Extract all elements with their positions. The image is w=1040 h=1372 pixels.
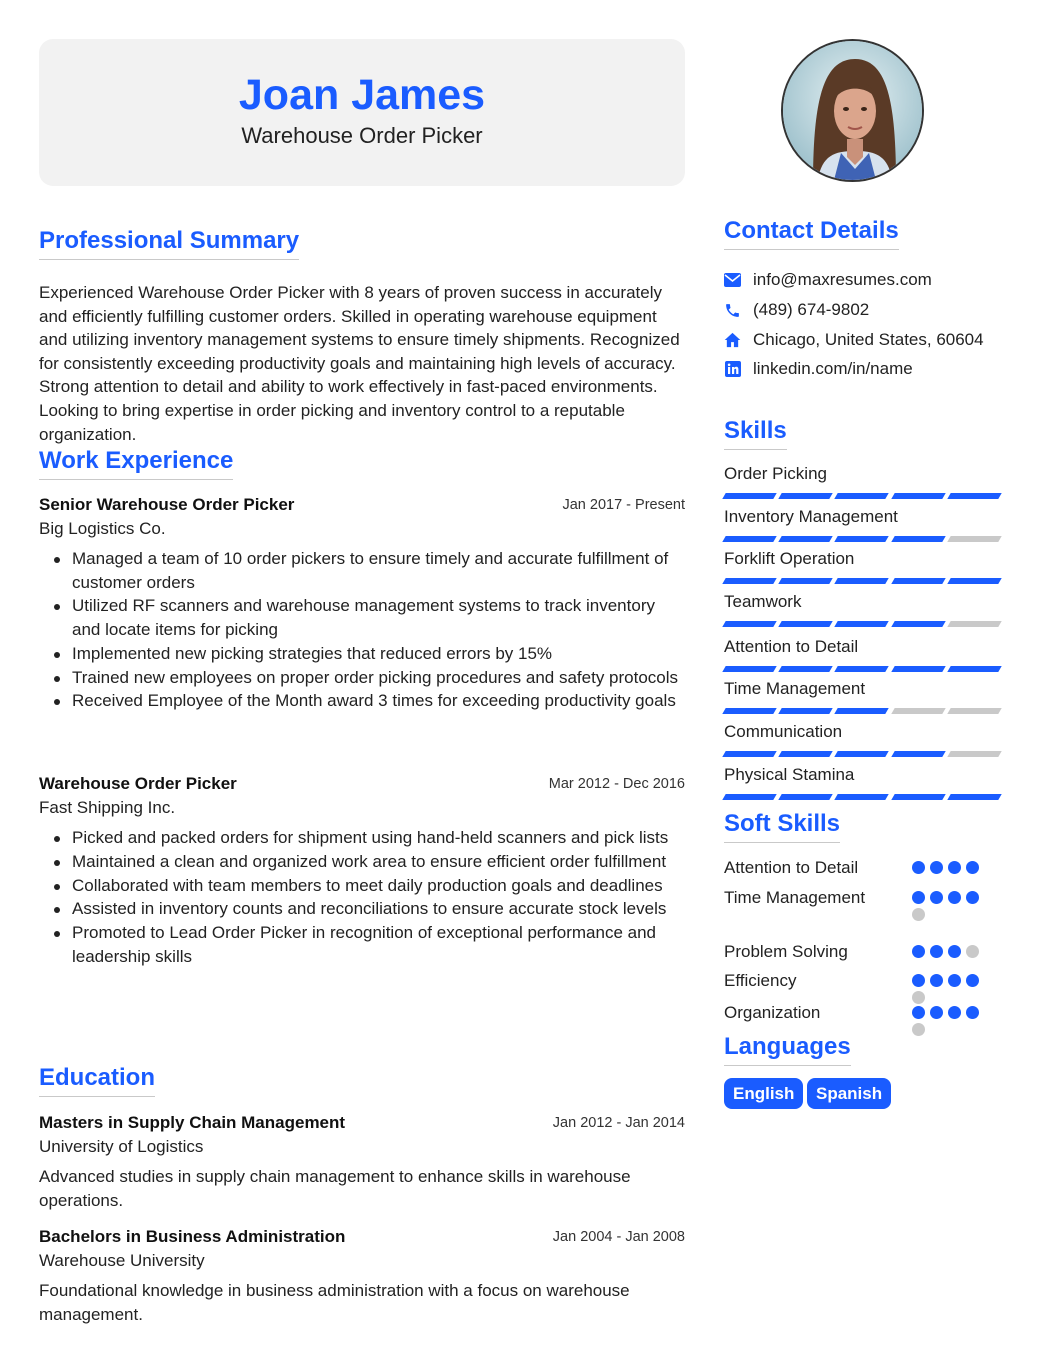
skill-item <box>724 764 1000 800</box>
rating-dot <box>912 891 925 904</box>
skill-name: Teamwork <box>724 592 802 611</box>
job-bullet: Implemented new picking strategies that reduced errors by 15% <box>39 642 685 666</box>
rating-dot <box>966 891 979 904</box>
skill-level-segment <box>947 493 1002 499</box>
soft-skill-rating <box>912 974 990 1004</box>
skill-level-segment <box>722 621 777 627</box>
rating-dot <box>966 974 979 987</box>
skill-level-segment <box>891 621 946 627</box>
job-entry <box>39 493 685 713</box>
skill-level-segment <box>891 708 946 714</box>
rating-dot <box>966 945 979 958</box>
degree-description: Foundational knowledge in business administration with a focus on warehouse management. <box>39 1281 630 1324</box>
skill-level-segment <box>835 578 890 584</box>
skill-level-segment <box>722 708 777 714</box>
skill-level-segment <box>947 666 1002 672</box>
linkedin-icon <box>724 361 741 378</box>
skill-level-segment <box>947 708 1002 714</box>
skill-level-segment <box>722 578 777 584</box>
skill-level-segment <box>835 751 890 757</box>
rating-dot <box>948 945 961 958</box>
school-name: Warehouse University <box>39 1251 205 1270</box>
skill-level-bar <box>724 493 1000 499</box>
rating-dot <box>948 891 961 904</box>
resume-header <box>39 39 685 186</box>
rating-dot <box>930 1006 943 1019</box>
summary-text: Experienced Warehouse Order Picker with 8 years of proven success in accurately and efficiently fulfilling customer orders. Skilled in operating warehouse equipment and utilizing inventory management systems to ensure timely shipments. Recognized for consistently exceeding productivity goals and maintaining high levels of accuracy. Strong attention to detail and ability to work effectively in fast-paced environments. Looking to bring expertise in order picking and inventory control to a reputable organization. <box>39 283 680 444</box>
phone-icon <box>724 302 741 319</box>
soft-skill-name: Time Management <box>724 888 866 907</box>
skill-name: Order Picking <box>724 464 827 483</box>
job-bullet: Maintained a clean and organized work area to ensure efficient order fulfillment <box>39 850 685 874</box>
contact-phone[interactable] <box>724 298 869 322</box>
skill-level-segment <box>891 536 946 542</box>
skill-item <box>724 591 1000 627</box>
rating-dot <box>912 861 925 874</box>
job-title: Senior Warehouse Order Picker <box>39 495 295 514</box>
skill-level-bar <box>724 536 1000 542</box>
job-date: Jan 2017 - Present <box>562 497 685 513</box>
skill-level-segment <box>722 751 777 757</box>
job-bullet: Received Employee of the Month award 3 times for exceeding productivity goals <box>39 689 685 713</box>
soft-skill-rating <box>912 1006 990 1036</box>
job-bullet: Promoted to Lead Order Picker in recognition of exceptional performance and leadership skills <box>39 921 685 968</box>
degree-description: Advanced studies in supply chain management to enhance skills in warehouse operations. <box>39 1167 631 1210</box>
skill-name: Communication <box>724 722 843 741</box>
degree-title: Masters in Supply Chain Management <box>39 1113 346 1132</box>
job-bullet: Trained new employees on proper order picking procedures and safety protocols <box>39 666 685 690</box>
skill-level-segment <box>722 536 777 542</box>
rating-dot <box>912 991 925 1004</box>
skill-level-bar <box>724 666 1000 672</box>
skill-name: Attention to Detail <box>724 637 859 656</box>
skill-name: Forklift Operation <box>724 549 855 568</box>
rating-dot <box>912 908 925 921</box>
skill-level-segment <box>778 578 833 584</box>
skill-level-segment <box>891 794 946 800</box>
skill-level-segment <box>835 708 890 714</box>
skill-level-segment <box>835 794 890 800</box>
skill-name: Time Management <box>724 679 866 698</box>
skill-level-bar <box>724 621 1000 627</box>
skill-level-segment <box>778 751 833 757</box>
job-entry <box>39 772 685 969</box>
skill-level-segment <box>778 666 833 672</box>
job-title: Warehouse Order Picker <box>39 774 237 793</box>
skill-item <box>724 721 1000 757</box>
skill-level-segment <box>891 666 946 672</box>
skill-level-bar <box>724 708 1000 714</box>
soft-skill-rating <box>912 891 990 921</box>
portrait-illustration <box>783 41 924 182</box>
skill-item <box>724 506 1000 542</box>
skill-level-segment <box>947 578 1002 584</box>
skill-name: Inventory Management <box>724 507 898 526</box>
job-bullets <box>39 826 685 968</box>
soft-skill-name: Problem Solving <box>724 942 848 961</box>
education-entry <box>39 1111 685 1212</box>
job-bullets <box>39 547 685 713</box>
skill-item <box>724 636 1000 672</box>
home-icon <box>724 332 741 349</box>
soft-skill-name: Organization <box>724 1003 821 1022</box>
rating-dot <box>930 974 943 987</box>
contact-email[interactable] <box>724 268 932 292</box>
section-title-soft-skills: Soft Skills <box>724 810 840 843</box>
language-badge: English <box>724 1078 803 1109</box>
skill-level-segment <box>947 794 1002 800</box>
soft-skill-name: Attention to Detail <box>724 858 859 877</box>
skill-level-segment <box>778 536 833 542</box>
skill-item <box>724 548 1000 584</box>
skill-level-segment <box>947 621 1002 627</box>
job-company: Fast Shipping Inc. <box>39 798 176 817</box>
contact-linkedin-text: linkedin.com/in/name <box>753 359 913 378</box>
candidate-name: Joan James <box>238 71 486 119</box>
rating-dot <box>948 861 961 874</box>
skill-level-bar <box>724 794 1000 800</box>
skill-level-segment <box>722 666 777 672</box>
skill-level-segment <box>778 708 833 714</box>
rating-dot <box>966 1006 979 1019</box>
section-title-contact: Contact Details <box>724 217 899 250</box>
skill-level-segment <box>891 493 946 499</box>
soft-skill-name: Efficiency <box>724 971 797 990</box>
soft-skill-rating <box>912 861 990 874</box>
education-entry <box>39 1225 685 1326</box>
section-title-experience: Work Experience <box>39 447 233 480</box>
skill-level-segment <box>778 621 833 627</box>
job-bullet: Utilized RF scanners and warehouse management systems to track inventory and locate items for picking <box>39 594 685 641</box>
skill-item <box>724 463 1000 499</box>
envelope-icon <box>724 272 741 289</box>
job-bullet: Managed a team of 10 order pickers to ensure timely and accurate fulfillment of customer orders <box>39 547 685 594</box>
school-name: University of Logistics <box>39 1137 204 1156</box>
skill-level-segment <box>947 536 1002 542</box>
section-title-skills: Skills <box>724 417 787 450</box>
degree-title: Bachelors in Business Administration <box>39 1227 346 1246</box>
skill-level-segment <box>947 751 1002 757</box>
job-bullet: Collaborated with team members to meet daily production goals and deadlines <box>39 874 685 898</box>
section-title-summary: Professional Summary <box>39 227 299 260</box>
rating-dot <box>912 1006 925 1019</box>
skill-level-segment <box>722 493 777 499</box>
rating-dot <box>912 974 925 987</box>
skill-level-segment <box>778 794 833 800</box>
soft-skill-rating <box>912 945 990 958</box>
profile-photo <box>781 39 924 182</box>
rating-dot <box>948 974 961 987</box>
rating-dot <box>912 1023 925 1036</box>
rating-dot <box>930 891 943 904</box>
rating-dot <box>930 945 943 958</box>
skill-level-segment <box>891 578 946 584</box>
section-title-languages: Languages <box>724 1033 851 1066</box>
contact-phone-text: (489) 674-9802 <box>753 300 870 319</box>
degree-date: Jan 2012 - Jan 2014 <box>552 1115 685 1131</box>
skill-level-bar <box>724 578 1000 584</box>
skill-level-segment <box>722 794 777 800</box>
contact-email-text: info@maxresumes.com <box>753 270 932 289</box>
job-bullet: Picked and packed orders for shipment using hand-held scanners and pick lists <box>39 826 685 850</box>
degree-date: Jan 2004 - Jan 2008 <box>552 1229 685 1245</box>
job-bullet: Assisted in inventory counts and reconciliations to ensure accurate stock levels <box>39 897 685 921</box>
contact-location <box>724 328 984 352</box>
skill-item <box>724 678 1000 714</box>
skill-level-bar <box>724 751 1000 757</box>
contact-location-text: Chicago, United States, 60604 <box>753 330 984 349</box>
skill-name: Physical Stamina <box>724 765 855 784</box>
skill-level-segment <box>835 493 890 499</box>
rating-dot <box>912 945 925 958</box>
skill-level-segment <box>835 621 890 627</box>
contact-linkedin[interactable] <box>724 357 913 381</box>
language-badge: Spanish <box>807 1078 891 1109</box>
job-company: Big Logistics Co. <box>39 519 166 538</box>
skill-level-segment <box>835 666 890 672</box>
job-date: Mar 2012 - Dec 2016 <box>548 776 685 792</box>
section-title-education: Education <box>39 1064 155 1097</box>
skill-level-segment <box>778 493 833 499</box>
rating-dot <box>948 1006 961 1019</box>
rating-dot <box>930 861 943 874</box>
skill-level-segment <box>891 751 946 757</box>
skill-level-segment <box>835 536 890 542</box>
rating-dot <box>966 861 979 874</box>
candidate-role: Warehouse Order Picker <box>241 123 483 148</box>
